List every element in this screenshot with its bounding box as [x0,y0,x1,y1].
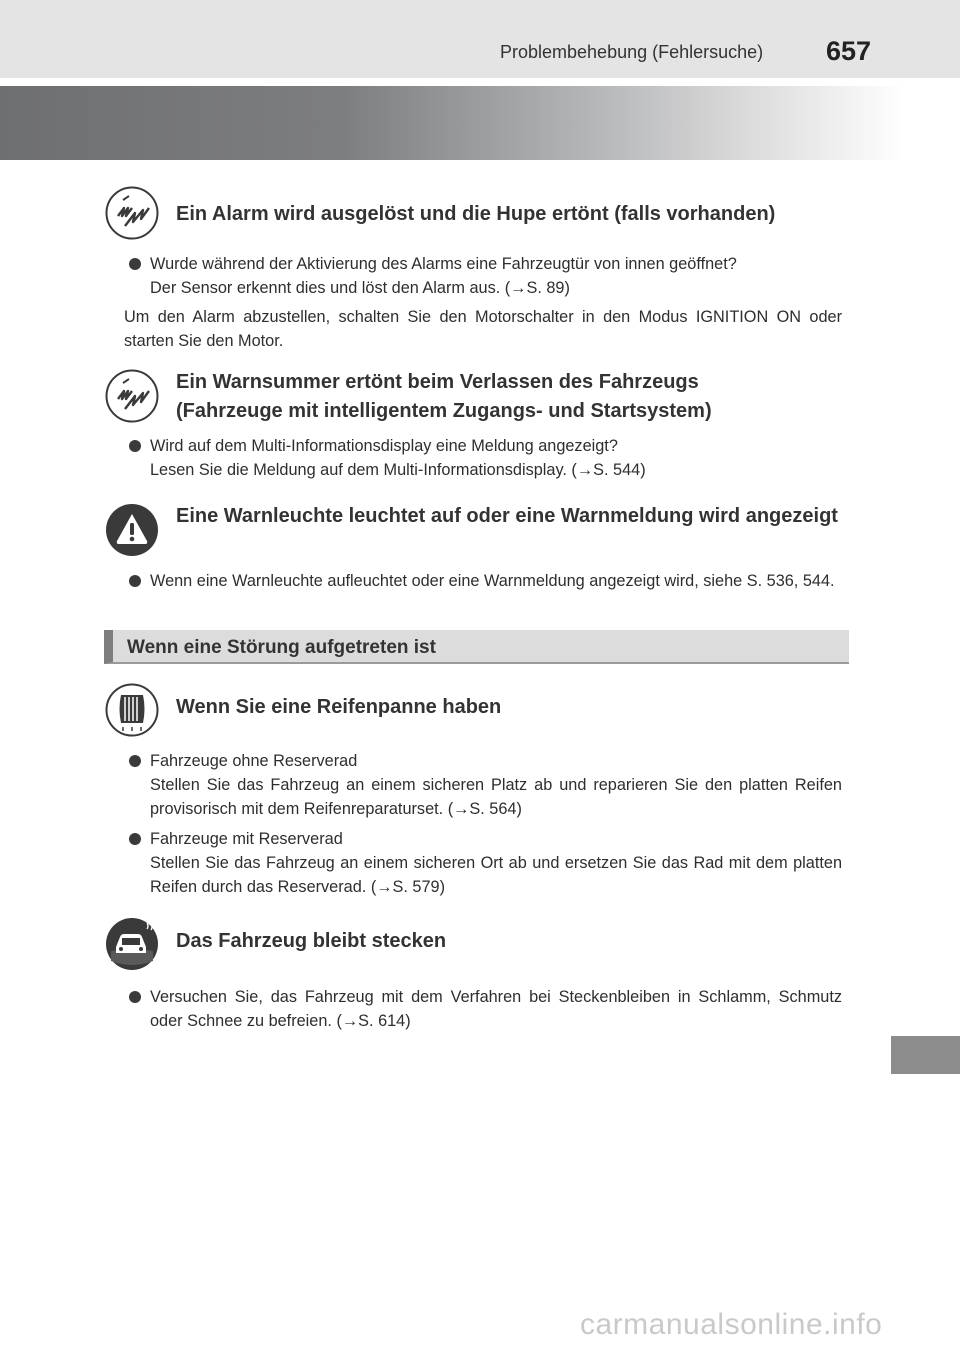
warnlight-bullet-text: Wenn eine Warnleuchte aufleuchtet oder eine Warnmeldung angezeigt wird, siehe S. 536, 544. [150,572,835,590]
buzzer-bullet-question: Wird auf dem Multi-Informationsdisplay eine Meldung angezeigt? [150,437,618,455]
heading-buzzer-line2: (Fahrzeuge mit intelligentem Zugangs- und Startsystem) [176,400,712,422]
alarm-paragraph: Um den Alarm abzustellen, schalten Sie den Motorschalter in den Modus IGNITION ON oder starten Sie den Motor. [124,308,842,350]
heading-flat-tire: Wenn Sie eine Reifenpanne haben [176,696,502,718]
running-header-title: Problembehebung (Fehlersuche) [500,42,764,62]
heading-alarm: Ein Alarm wird ausgelöst und die Hupe ertönt (falls vorhanden) [176,203,776,225]
watermark: carmanualsonline.info [580,1308,883,1341]
chapter-gradient-band [0,86,905,160]
buzzer-bullet-answer: Lesen Sie die Meldung auf dem Multi-Informationsdisplay. (→S. 544) [150,461,646,479]
stuck-bullet-text: Versuchen Sie, das Fahrzeug mit dem Verfahren bei Steckenbleiben in Schlamm, Schmutz oder Schnee zu befreien. (→S. 614) [150,988,842,1030]
heading-buzzer-line1: Ein Warnsummer ertönt beim Verlassen des Fahrzeugs [176,371,699,393]
bullet-dot [129,258,141,270]
page-number: 657 [826,36,872,66]
section-bar-title: Wenn eine Störung aufgetreten ist [127,637,436,658]
bullet-dot [129,575,141,587]
alarm-bullet-question: Wurde während der Aktivierung des Alarms eine Fahrzeugtür von innen geöffnet? [150,255,737,273]
stuck-car-icon [105,917,159,971]
bullet-dot [129,991,141,1003]
bullet-dot [129,440,141,452]
flat-tire-icon [105,683,159,737]
warning-triangle-icon [105,503,159,557]
buzzer-sound-icon [105,369,159,423]
flat-tire-bullet1-text: Stellen Sie das Fahrzeug an einem sicheren Platz ab und reparieren Sie den platten Reifen provisorisch mit dem Reifenreparaturset. (→S. 564) [150,776,842,818]
heading-stuck: Das Fahrzeug bleibt stecken [176,930,447,952]
alarm-bullet-answer: Der Sensor erkennt dies und löst den Alarm aus. (→S. 89) [150,279,570,297]
bullet-dot [129,755,141,767]
flat-tire-bullet1-title: Fahrzeuge ohne Reserverad [150,752,358,770]
chapter-side-tab[interactable] [891,1036,960,1074]
flat-tire-bullet2-text: Stellen Sie das Fahrzeug an einem sicheren Ort ab und ersetzen Sie das Rad mit dem platten Reifen durch das Reserverad. (→S. 579) [150,854,842,896]
section-bar-malfunction [104,630,849,664]
horn-sound-icon [105,186,159,240]
bullet-dot [129,833,141,845]
flat-tire-bullet2-title: Fahrzeuge mit Reserverad [150,830,343,848]
heading-warnlight: Eine Warnleuchte leuchtet auf oder eine Warnmeldung wird angezeigt [176,505,838,527]
header-band [0,0,960,78]
